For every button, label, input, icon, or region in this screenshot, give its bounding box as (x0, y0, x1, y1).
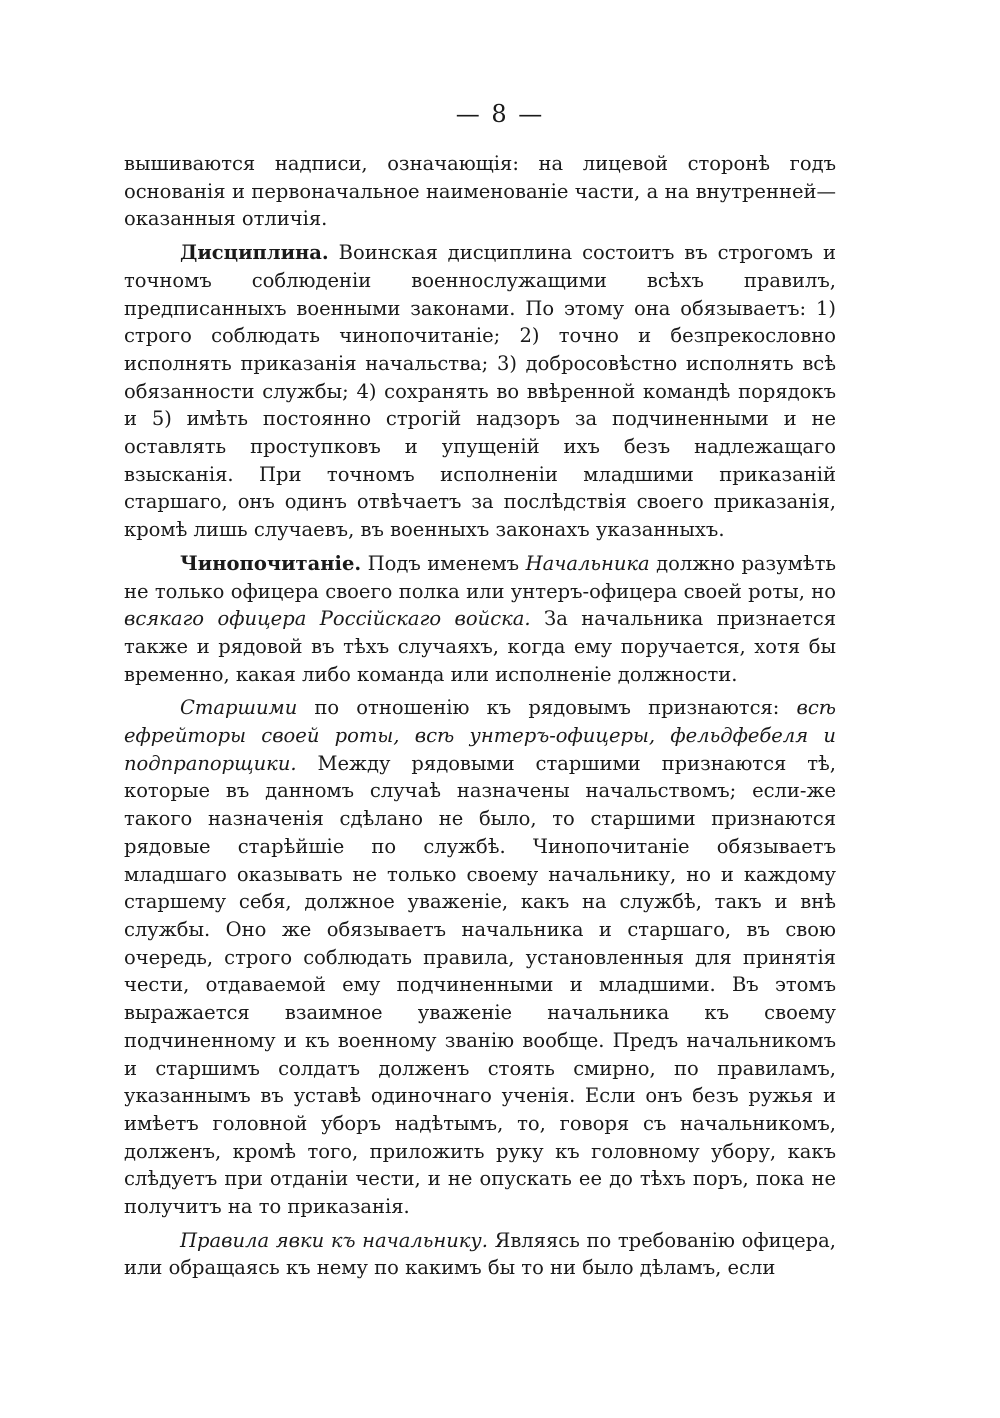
italic-text: Начальника (525, 551, 650, 575)
italic-text: Старшими (180, 696, 298, 720)
text-run: вышиваются надписи, означающія: на лицевой сторонѣ годъ основанія и первоначальное наименованіе части, а на внутренней—оказанныя отличія. (124, 152, 836, 231)
paragraph-0 (124, 150, 836, 233)
paragraph-3 (124, 694, 836, 1220)
page-number: — 8 — (455, 100, 545, 128)
text-run: Воинская дисциплина состоитъ въ строгомъ и точномъ соблюденіи военнослужащими всѣхъ правилъ, предписанныхъ военными законами. По этому она обязываетъ: 1) строго соблюдать чинопочитаніе; 2) точно и безпрекословно исполнять приказанія начальства; 3) добросовѣстно исполнять всѣ обязанности службы; 4) сохранять во ввѣренной командѣ порядокъ и 5) имѣть постоянно строгій надзоръ за подчиненными и не оставлять проступковъ и упущеній ихъ безъ надлежащаго взысканія. При точномъ исполненіи младшими приказаній старшаго, онъ одинъ отвѣчаетъ за послѣдствія своего приказанія, кромѣ лишь случаевъ, въ военныхъ законахъ указанныхъ. (124, 241, 836, 542)
text-run: За начальника признается также и рядовой въ тѣхъ случаяхъ, когда ему поручается, хотя бы временно, какая либо команда или исполненіе должности. (124, 607, 836, 686)
italic-text: всѣ ефрейторы своей роты, всѣ унтеръ-офицеры, фельдфебеля и подпрапорщики. (124, 696, 836, 775)
text-run: Между рядовыми старшими признаются тѣ, которые въ данномъ случаѣ назначены начальствомъ; если-же такого назначенія сдѣлано не было, то старшими признаются рядовые старѣйшіе по службѣ. Чинопочитаніе обязываетъ младшаго оказывать не только своему начальнику, но и каждому старшему себя, должное уваженіе, какъ на службѣ, такъ и внѣ службы. Оно же обязываетъ начальника и старшаго, въ свою очередь, строго соблюдать правила, установленныя для принятія чести, отдаваемой ему подчиненными и младшими. Въ этомъ выражается взаимное уваженіе начальника къ своему подчиненному и къ военному званію вообще. Предъ начальникомъ и старшимъ солдатъ долженъ стоять смирно, по правиламъ, указаннымъ въ уставѣ одиночнаго ученія. Если онъ безъ ружья и имѣетъ головной уборъ надѣтымъ, то, говоря съ начальникомъ, долженъ, кромѣ того, приложить руку къ головному убору, какъ слѣдуетъ при отданіи чести, и не опускать ее до тѣхъ поръ, пока не получитъ на то приказанія. (124, 751, 836, 1219)
italic-text: всякаго офицера Россійскаго войска. (124, 607, 531, 631)
paragraph-1 (124, 239, 836, 544)
paragraph-4 (124, 1227, 836, 1282)
text-run: Являясь по требованію офицера, или обращаясь къ нему по какимъ бы то ни было дѣламъ, если (124, 1228, 836, 1280)
text-run: должно разумѣть не только офицера своего полка или унтеръ-офицера своей роты, но (124, 551, 836, 603)
italic-text: Правила явки къ начальнику. (180, 1228, 488, 1252)
body-text (124, 150, 836, 1288)
paragraph-2 (124, 550, 836, 689)
text-run: по отношенію къ рядовымъ признаются: (297, 696, 797, 720)
section-heading: Чинопочитаніе. (180, 551, 362, 575)
text-run: Подъ именемъ (361, 551, 526, 575)
section-heading: Дисциплина. (180, 241, 329, 265)
